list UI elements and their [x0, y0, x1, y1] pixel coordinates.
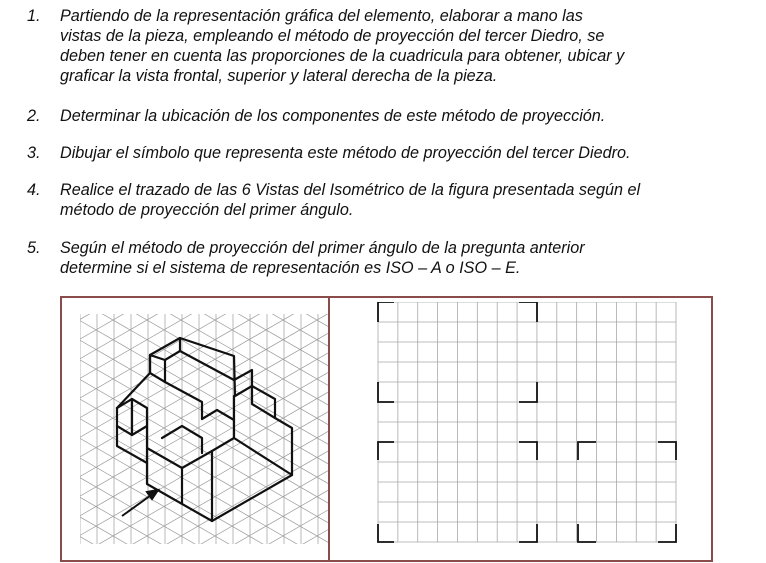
question-number: 4. — [27, 181, 41, 199]
figure-divider — [328, 296, 330, 562]
text-line: método de proyección del primer ángulo. — [60, 201, 354, 219]
question-text — [60, 238, 760, 278]
question-number: 2. — [27, 107, 41, 125]
text-line: vistas de la pieza, empleando el método de proyección del tercer Diedro, se — [60, 27, 605, 45]
isometric-grid — [62, 298, 328, 560]
square-grid — [378, 302, 676, 542]
text-line: Según el método de proyección del primer ángulo de la pregunta anterior — [60, 239, 585, 257]
text-line: determine si el sistema de representación es ISO – A o ISO – E. — [60, 259, 521, 277]
text-line: Dibujar el símbolo que representa este método de proyección del tercer Diedro. — [60, 144, 631, 162]
text-line: deben tener en cuenta las proporciones de la cuadricula para obtener, ubicar y — [60, 47, 625, 65]
question-number: 5. — [27, 239, 41, 257]
question-text — [60, 6, 760, 86]
question-text — [60, 180, 760, 220]
text-line: Determinar la ubicación de los componentes de este método de proyección. — [60, 107, 606, 125]
text-line: graficar la vista frontal, superior y lateral derecha de la pieza. — [60, 67, 498, 85]
question-number: 3. — [27, 144, 41, 162]
orthographic-grid — [372, 302, 682, 546]
text-line: Partiendo de la representación gráfica del elemento, elaborar a mano las — [60, 7, 583, 25]
question-number: 1. — [27, 7, 41, 25]
question-text — [60, 143, 760, 163]
question-text — [60, 106, 760, 126]
text-line: Realice el trazado de las 6 Vistas del Isométrico de la figura presentada según el — [60, 181, 641, 199]
isometric-drawing — [62, 298, 328, 560]
